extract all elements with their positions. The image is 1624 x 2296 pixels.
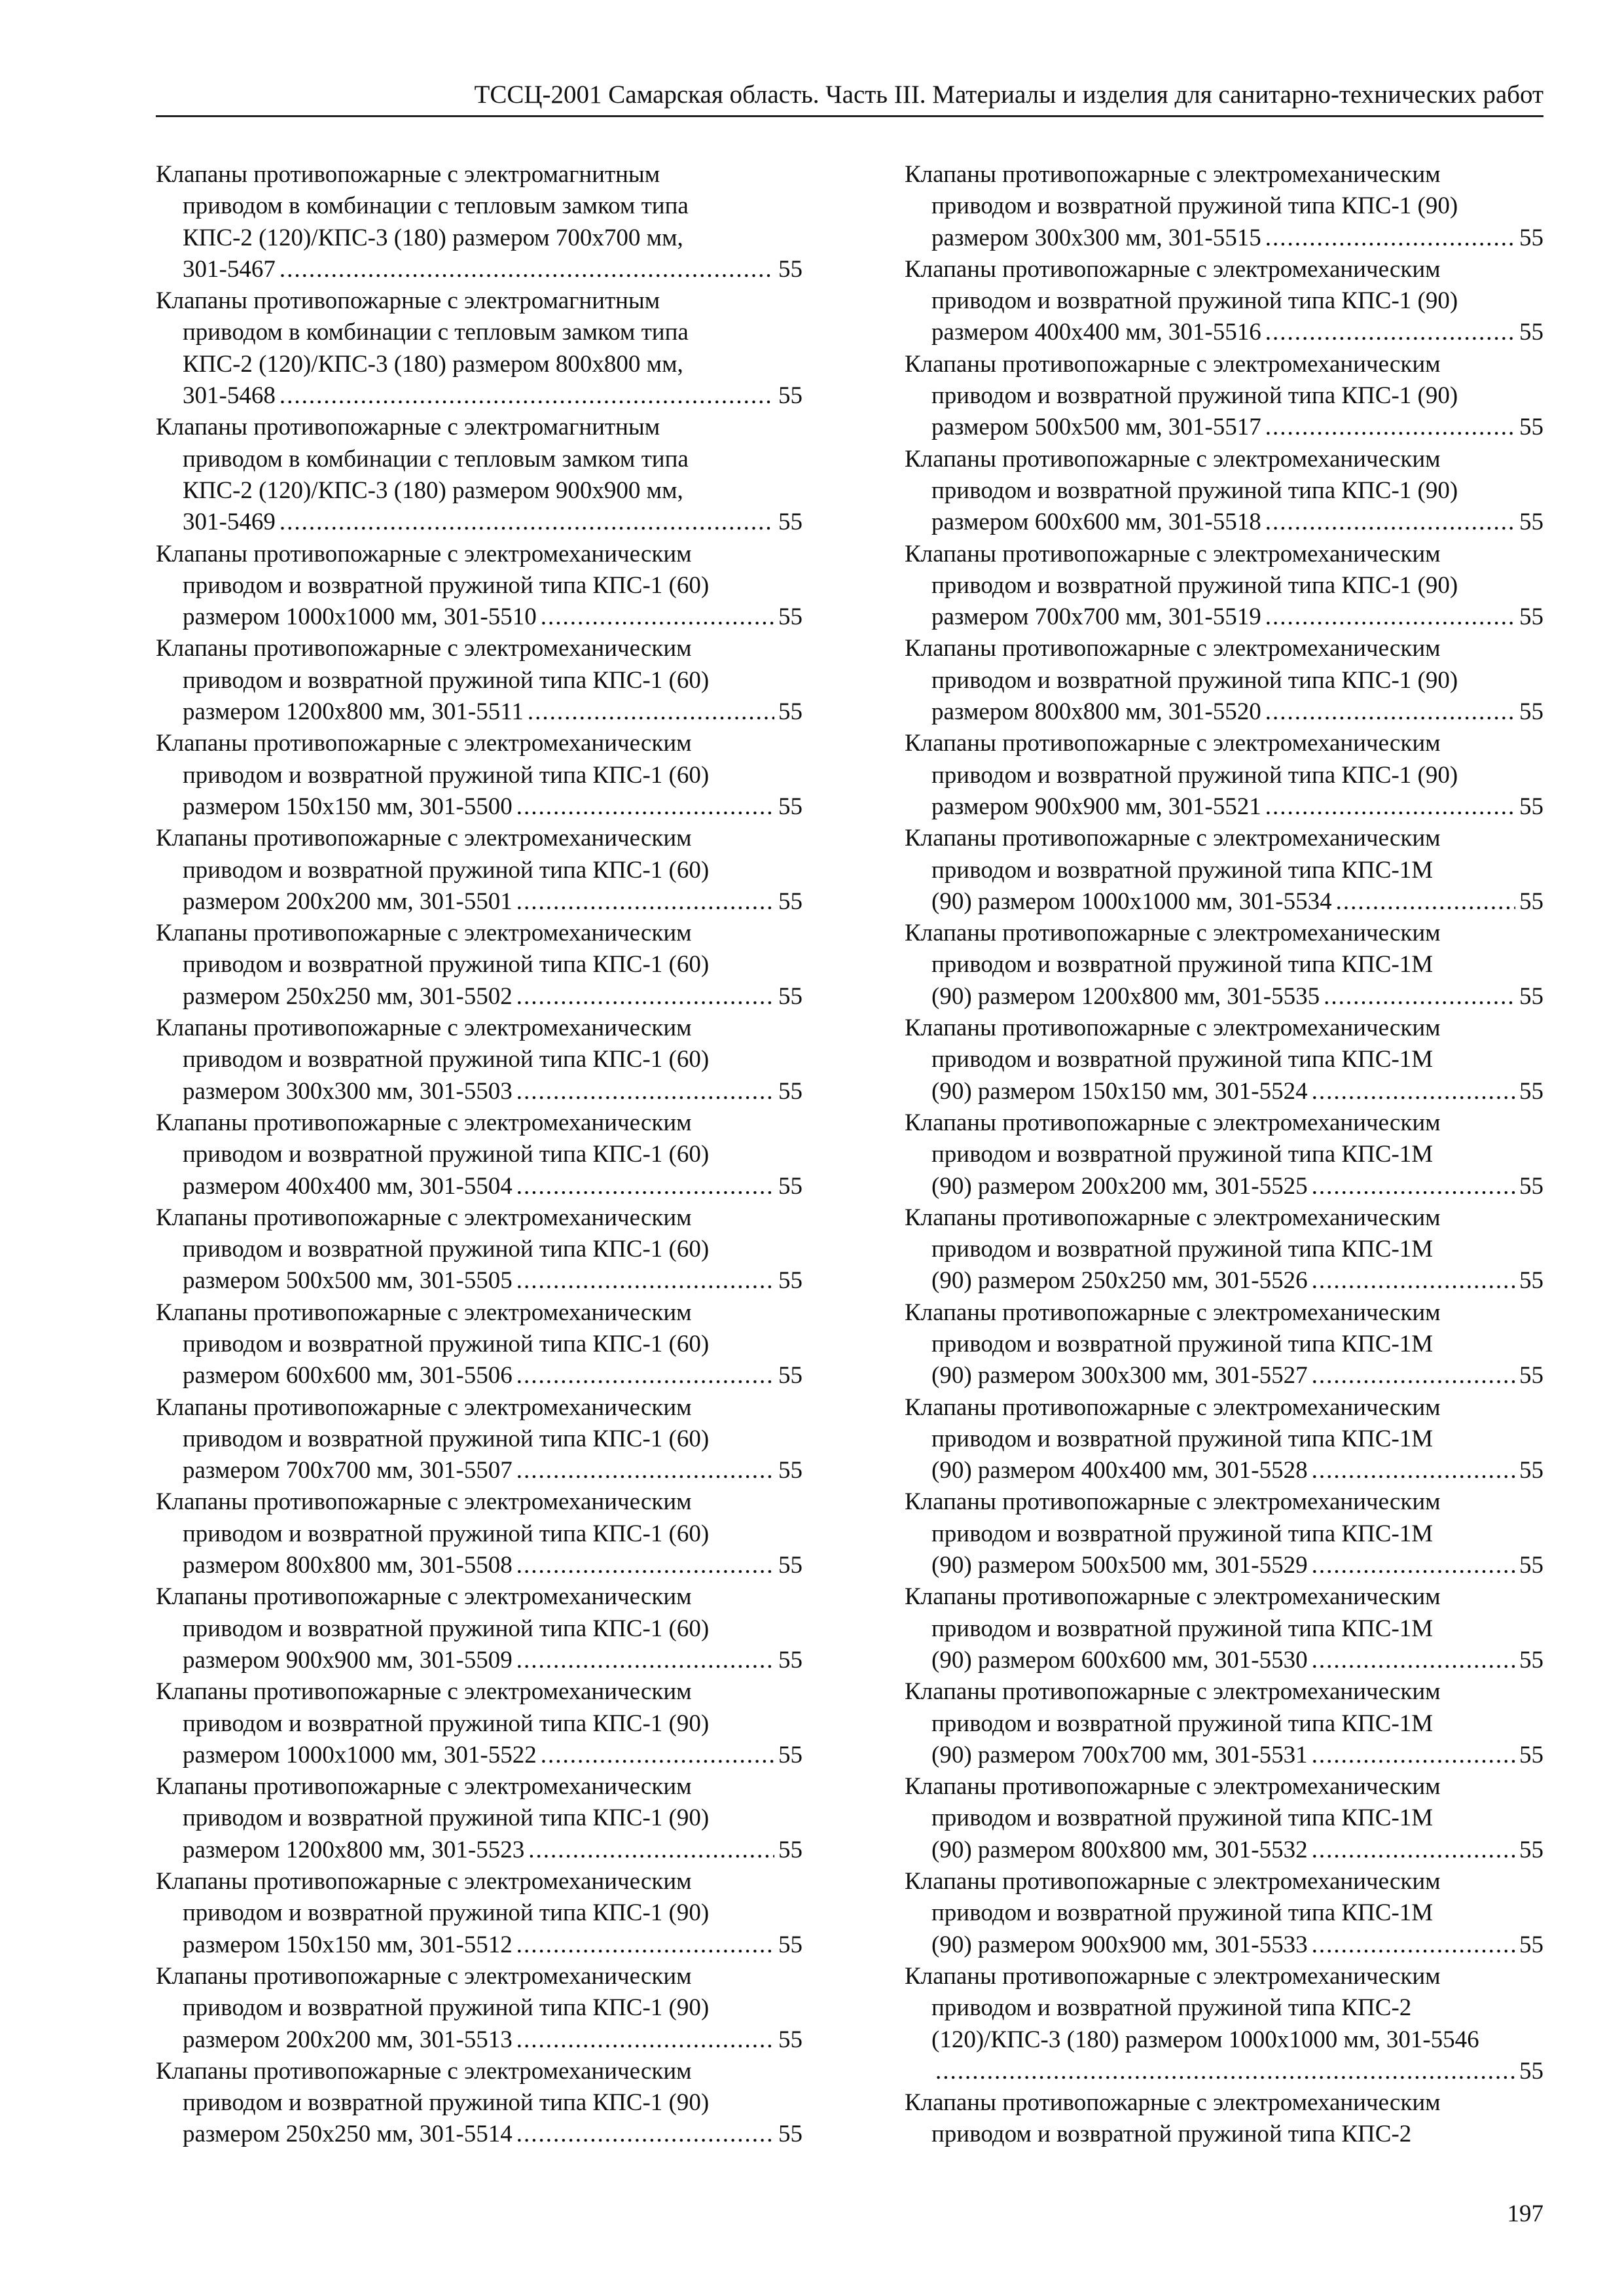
index-entry-page: 55 (1519, 1931, 1543, 1958)
index-entry-text: размером 700х700 мм, 301-5519 (931, 603, 1261, 631)
index-entry-line: Клапаны противопожарные с электромеханическим (156, 1014, 692, 1042)
index-entry-line: приводом и возвратной пружиной типа КПС-1 (60) (183, 856, 710, 884)
index-entry-last-line (905, 317, 1543, 348)
index-entry-line: приводом и возвратной пружиной типа КПС-1 (90) (931, 571, 1458, 599)
dot-leader (541, 1740, 774, 1771)
index-entry-page: 55 (1519, 509, 1543, 536)
index-entry-line: КПС-2 (120)/КПС-3 (180) размером 700х700 мм, (183, 224, 683, 251)
index-entry-last-line (156, 981, 803, 1013)
dot-leader (516, 1645, 774, 1676)
index-entry (905, 1392, 1543, 1487)
dot-leader (1265, 601, 1515, 633)
index-entry-page: 55 (778, 1077, 803, 1105)
index-entry (156, 728, 803, 823)
dot-leader (1265, 791, 1515, 823)
index-entry (156, 159, 803, 285)
index-entry-page: 55 (1519, 698, 1543, 726)
index-entry-line: приводом и возвратной пружиной типа КПС-1 (60) (183, 1520, 710, 1547)
index-entry-page: 55 (778, 1457, 803, 1484)
index-entry-line: Клапаны противопожарные с электромеханическим (156, 1109, 692, 1136)
index-entry-line: Клапаны противопожарные с электромеханическим (156, 1393, 692, 1421)
index-entry (905, 1581, 1543, 1676)
index-entry-line: Клапаны противопожарные с электромеханическим (156, 1868, 692, 1895)
index-entry-text: (90) размером 1000х1000 мм, 301-5534 (931, 888, 1332, 915)
index-entry-last-line (156, 507, 803, 538)
index-entry-last-line (905, 886, 1543, 918)
index-entry (905, 1107, 1543, 1202)
index-entry-text: размером 1200х800 мм, 301-5511 (183, 698, 524, 726)
index-entry-line: приводом и возвратной пружиной типа КПС-1 (90) (183, 1994, 710, 2022)
index-entry (905, 823, 1543, 918)
index-entry-page: 55 (778, 2026, 803, 2053)
index-entry-line: Клапаны противопожарные с электромеханическим (905, 1393, 1441, 1421)
index-entry-page: 55 (1519, 319, 1543, 346)
index-entry-page: 55 (778, 1646, 803, 1674)
index-entry-line: приводом и возвратной пружиной типа КПС-1М (931, 951, 1434, 978)
index-entry-line: (120)/КПС-3 (180) размером 1000х1000 мм, 301-5546 (931, 2026, 1479, 2053)
index-entry-line: приводом и возвратной пружиной типа КПС-1 (90) (183, 1804, 710, 1832)
index-entry-last-line (905, 1360, 1543, 1391)
index-entry-line: приводом и возвратной пружиной типа КПС-1 (60) (183, 1046, 710, 1073)
index-entry (905, 1202, 1543, 1297)
index-entry (905, 444, 1543, 539)
index-entry-line: КПС-2 (120)/КПС-3 (180) размером 800х800 мм, (183, 350, 683, 378)
index-entry-page: 55 (1519, 1836, 1543, 1863)
dot-leader (1265, 412, 1515, 443)
dot-leader (1312, 1076, 1515, 1107)
index-entry-last-line (905, 1455, 1543, 1486)
index-entry-line: Клапаны противопожарные с электромеханическим (905, 1488, 1441, 1516)
index-entry (156, 1771, 803, 1866)
index-entry (156, 1013, 803, 1107)
dot-leader (280, 380, 774, 412)
index-entry-last-line (156, 1265, 803, 1297)
index-entry-line: Клапаны противопожарные с электромеханическим (156, 1204, 692, 1231)
index-entry (905, 918, 1543, 1013)
index-entry-line: приводом и возвратной пружиной типа КПС-1 (90) (931, 287, 1458, 315)
index-entry-last-line (156, 601, 803, 633)
index-entry-line: КПС-2 (120)/КПС-3 (180) размером 900х900 мм, (183, 476, 683, 504)
index-entry-last-line (156, 1740, 803, 1771)
dot-leader (1312, 1550, 1515, 1581)
index-entry-line: приводом и возвратной пружиной типа КПС-1 (90) (931, 382, 1458, 410)
dot-leader (1312, 1740, 1515, 1771)
index-entry (156, 1676, 803, 1771)
index-entry-last-line (905, 1265, 1543, 1297)
dot-leader (516, 1076, 774, 1107)
index-entry-line: приводом и возвратной пружиной типа КПС-1М (931, 1046, 1434, 1073)
index-entry (156, 633, 803, 728)
dot-leader (516, 1360, 774, 1391)
index-entry-line: Клапаны противопожарные с электромеханическим (905, 161, 1441, 188)
index-entry-text: (90) размером 150х150 мм, 301-5524 (931, 1077, 1308, 1105)
index-entry (156, 1486, 803, 1581)
index-entry-last-line (905, 1835, 1543, 1866)
index-entry-line: Клапаны противопожарные с электромеханическим (156, 1583, 692, 1611)
index-entry-line: приводом и возвратной пружиной типа КПС-1М (931, 1804, 1434, 1832)
index-entry-line: приводом в комбинации с тепловым замком типа (183, 445, 689, 473)
index-entry-last-line (905, 2056, 1543, 2087)
index-entry-line: приводом и возвратной пружиной типа КПС-1 (60) (183, 1141, 710, 1168)
index-entry-text: размером 800х800 мм, 301-5520 (931, 698, 1261, 726)
index-entry (156, 539, 803, 634)
dot-leader (516, 1550, 774, 1581)
index-entry-line: Клапаны противопожарные с электромеханическим (905, 540, 1441, 567)
index-entry-line: Клапаны противопожарные с электромеханическим (156, 730, 692, 757)
index-entry-last-line (156, 1929, 803, 1961)
index-entry (905, 1676, 1543, 1771)
index-entry-page: 55 (778, 793, 803, 820)
index-entry-line: приводом и возвратной пружиной типа КПС-1М (931, 1236, 1434, 1263)
index-entry-last-line (905, 696, 1543, 728)
index-entry-line: приводом и возвратной пружиной типа КПС-1 (60) (183, 666, 710, 694)
index-entry-last-line (156, 791, 803, 823)
index-entry-line: Клапаны противопожарные с электромеханическим (905, 2089, 1441, 2117)
index-entry-page: 55 (1519, 414, 1543, 441)
index-entry-line: Клапаны противопожарные с электромеханическим (905, 1678, 1441, 1706)
dot-leader (935, 2056, 1515, 2087)
index-entry-line: приводом и возвратной пружиной типа КПС-1 (60) (183, 1615, 710, 1642)
index-entry-last-line (905, 1929, 1543, 1961)
index-entry (156, 823, 803, 918)
index-entry-line: приводом и возвратной пружиной типа КПС-1М (931, 1330, 1434, 1357)
index-entry-text: 301-5469 (183, 509, 276, 536)
index-entry-line: Клапаны противопожарные с электромеханическим (156, 2057, 692, 2085)
index-entry-page: 55 (1519, 2057, 1543, 2085)
index-entry-page: 55 (778, 255, 803, 283)
dot-leader (528, 1835, 774, 1866)
index-entry-line: Клапаны противопожарные с электромеханическим (156, 1299, 692, 1326)
index-entry-text: (90) размером 400х400 мм, 301-5528 (931, 1457, 1308, 1484)
index-entry-last-line (156, 696, 803, 728)
index-entry (156, 2056, 803, 2151)
index-entry-line: Клапаны противопожарные с электромеханическим (905, 920, 1441, 947)
index-entry-page: 55 (778, 1552, 803, 1579)
index-entry-page: 55 (778, 1836, 803, 1863)
index-entry-page: 55 (1519, 1741, 1543, 1768)
index-entry-text: (90) размером 500х500 мм, 301-5529 (931, 1552, 1308, 1579)
index-entry (156, 1392, 803, 1487)
index-entry-text: (90) размером 700х700 мм, 301-5531 (931, 1741, 1308, 1768)
index-entry (156, 412, 803, 538)
index-entry-page: 55 (778, 1362, 803, 1390)
index-entry-line: приводом и возвратной пружиной типа КПС-1 (60) (183, 951, 710, 978)
index-entry-page: 55 (778, 698, 803, 726)
dot-leader (1312, 1455, 1515, 1486)
index-entry (905, 1771, 1543, 1866)
index-entry-line: приводом и возвратной пружиной типа КПС-1 (90) (931, 761, 1458, 789)
index-entry-last-line (905, 601, 1543, 633)
dot-leader (528, 696, 774, 728)
index-entry-line: Клапаны противопожарные с электромеханическим (156, 920, 692, 947)
index-entry-page: 55 (1519, 1646, 1543, 1674)
index-entry-last-line (905, 1171, 1543, 1202)
index-entry-last-line (905, 1645, 1543, 1676)
index-entry-text: размером 300х300 мм, 301-5503 (183, 1077, 513, 1105)
index-entry-last-line (905, 507, 1543, 538)
index-entry (156, 1581, 803, 1676)
index-entry-page: 55 (778, 982, 803, 1010)
index-entry-text: (90) размером 600х600 мм, 301-5530 (931, 1646, 1308, 1674)
index-column-left (156, 159, 803, 2151)
index-entry-text: размером 150х150 мм, 301-5500 (183, 793, 513, 820)
index-entry-text: размером 400х400 мм, 301-5516 (931, 319, 1261, 346)
index-entry-line: Клапаны противопожарные с электромеханическим (905, 445, 1441, 473)
index-entry (905, 1486, 1543, 1581)
index-entry-last-line (156, 1455, 803, 1486)
index-entry-line: приводом и возвратной пружиной типа КПС-2 (931, 1994, 1412, 2022)
dot-leader (516, 791, 774, 823)
index-entry-text: размером 700х700 мм, 301-5507 (183, 1457, 513, 1484)
dot-leader (1265, 317, 1515, 348)
index-entry-line: приводом и возвратной пружиной типа КПС-1М (931, 1520, 1434, 1547)
index-entry-line: Клапаны противопожарные с электромеханическим (156, 1773, 692, 1801)
index-entry-line: Клапаны противопожарные с электромеханическим (905, 730, 1441, 757)
index-entry-line: Клапаны противопожарные с электромеханическим (156, 1678, 692, 1706)
page-number: 197 (1507, 2200, 1543, 2227)
index-entry-text: размером 1000х1000 мм, 301-5522 (183, 1741, 537, 1768)
index-entry-page: 55 (778, 888, 803, 915)
index-entry-line: Клапаны противопожарные с электромеханическим (905, 1299, 1441, 1326)
dot-leader (516, 2119, 774, 2150)
index-entry-text: 301-5467 (183, 255, 276, 283)
index-entry-page: 55 (1519, 1362, 1543, 1390)
dot-leader (1336, 886, 1515, 918)
index-column-right (905, 159, 1543, 2151)
index-entry-text: размером 150х150 мм, 301-5512 (183, 1931, 513, 1958)
index-entry-line: приводом и возвратной пружиной типа КПС-1 (60) (183, 1425, 710, 1452)
index-entry (905, 539, 1543, 634)
dot-leader (1324, 981, 1515, 1013)
index-entry-line: приводом и возвратной пружиной типа КПС-1М (931, 1899, 1434, 1927)
index-entry-text: 301-5468 (183, 382, 276, 410)
index-entry-page: 55 (1519, 1267, 1543, 1295)
index-entry-text: размером 600х600 мм, 301-5506 (183, 1362, 513, 1390)
index-entry-page: 55 (1519, 888, 1543, 915)
index-entry-last-line (156, 1076, 803, 1107)
dot-leader (541, 601, 774, 633)
dot-leader (280, 254, 774, 285)
dot-leader (1265, 696, 1515, 728)
index-entry-page: 55 (778, 603, 803, 631)
index-entry-text: размером 250х250 мм, 301-5514 (183, 2121, 513, 2148)
index-entry-line: приводом и возвратной пружиной типа КПС-1 (90) (183, 2089, 710, 2117)
dot-leader (1265, 507, 1515, 538)
index-entry-text: размером 400х400 мм, 301-5504 (183, 1172, 513, 1200)
index-entry-line: приводом и возвратной пружиной типа КПС-1М (931, 856, 1434, 884)
index-entry (905, 254, 1543, 349)
dot-leader (1312, 1265, 1515, 1297)
dot-leader (516, 1171, 774, 1202)
index-entry (905, 159, 1543, 254)
index-entry-page: 55 (778, 1267, 803, 1295)
running-header-title: ТССЦ-2001 Самарская область. Часть III. Материалы и изделия для санитарно-технических работ (474, 81, 1543, 109)
index-entry-line: Клапаны противопожарные с электромеханическим (156, 635, 692, 662)
index-entry-line: Клапаны противопожарные с электромеханическим (905, 1109, 1441, 1136)
index-entry-line: Клапаны противопожарные с электромеханическим (156, 540, 692, 567)
index-entry (156, 285, 803, 412)
index-entry-last-line (156, 886, 803, 918)
index-entry (905, 349, 1543, 444)
index-entry (905, 2087, 1543, 2151)
index-entry-line: Клапаны противопожарные с электромагнитным (156, 287, 660, 315)
dot-leader (516, 1265, 774, 1297)
index-entry-page: 55 (1519, 1077, 1543, 1105)
index-entry-line: Клапаны противопожарные с электромеханическим (905, 1204, 1441, 1231)
index-entry (905, 1013, 1543, 1107)
index-entry (156, 1297, 803, 1392)
dot-leader (1265, 223, 1515, 254)
index-entry-line: приводом и возвратной пружиной типа КПС-1 (60) (183, 1236, 710, 1263)
index-entry-text: размером 600х600 мм, 301-5518 (931, 509, 1261, 536)
index-entry-line: Клапаны противопожарные с электромеханическим (905, 1583, 1441, 1611)
dot-leader (1312, 1835, 1515, 1866)
index-entry-page: 55 (1519, 603, 1543, 631)
dot-leader (280, 507, 774, 538)
index-entry-line: Клапаны противопожарные с электромагнитным (156, 161, 660, 188)
index-entry (156, 918, 803, 1013)
index-entry-line: приводом и возвратной пружиной типа КПС-1 (90) (931, 666, 1458, 694)
running-header (156, 79, 1543, 117)
index-entry-line: приводом в комбинации с тепловым замком типа (183, 319, 689, 346)
index-entry-text: размером 500х500 мм, 301-5505 (183, 1267, 513, 1295)
index-entry-line: Клапаны противопожарные с электромагнитным (156, 414, 660, 441)
index-entry-text: размером 1200х800 мм, 301-5523 (183, 1836, 525, 1863)
index-entry-text: (90) размером 200х200 мм, 301-5525 (931, 1172, 1308, 1200)
index-entry-line: приводом и возвратной пружиной типа КПС-1 (60) (183, 761, 710, 789)
index-entry-page: 55 (1519, 1172, 1543, 1200)
index-entry (905, 1961, 1543, 2087)
dot-leader (516, 981, 774, 1013)
index-entry-text: (90) размером 250х250 мм, 301-5526 (931, 1267, 1308, 1295)
dot-leader (1312, 1929, 1515, 1961)
index-entry-page: 55 (778, 1172, 803, 1200)
index-entry-line: Клапаны противопожарные с электромеханическим (905, 635, 1441, 662)
index-entry-page: 55 (1519, 224, 1543, 251)
index-entry-page: 55 (1519, 793, 1543, 820)
index-entry-page: 55 (778, 2121, 803, 2148)
index-entry-line: Клапаны противопожарные с электромеханическим (905, 1773, 1441, 1801)
index-entry-line: приводом и возвратной пружиной типа КПС-2 (931, 2121, 1412, 2148)
index-entry-last-line (156, 1835, 803, 1866)
index-entry-line: Клапаны противопожарные с электромеханическим (156, 825, 692, 852)
index-entry-page: 55 (778, 1741, 803, 1768)
index-entry (156, 1961, 803, 2056)
index-entry-text: (90) размером 300х300 мм, 301-5527 (931, 1362, 1308, 1390)
index-entry (905, 1866, 1543, 1961)
index-entry-line: Клапаны противопожарные с электромеханическим (905, 1014, 1441, 1042)
index-entry-line: Клапаны противопожарные с электромеханическим (905, 350, 1441, 378)
index-entry (156, 1866, 803, 1961)
index-entry-line: приводом в комбинации с тепловым замком типа (183, 192, 689, 220)
index-entry-line: приводом и возвратной пружиной типа КПС-1М (931, 1615, 1434, 1642)
index-entry-last-line (156, 1645, 803, 1676)
index-entry (156, 1107, 803, 1202)
index-entry-page: 55 (778, 509, 803, 536)
index-entry-text: размером 300х300 мм, 301-5515 (931, 224, 1261, 251)
index-entry-text: (90) размером 1200х800 мм, 301-5535 (931, 982, 1320, 1010)
index-entry-line: Клапаны противопожарные с электромеханическим (156, 1962, 692, 1990)
index-entry-text: размером 800х800 мм, 301-5508 (183, 1552, 513, 1579)
index-entry-last-line (905, 1550, 1543, 1581)
index-entry-page: 55 (1519, 1552, 1543, 1579)
index-entry-text: размером 900х900 мм, 301-5521 (931, 793, 1261, 820)
dot-leader (1312, 1360, 1515, 1391)
dot-leader (1312, 1645, 1515, 1676)
index-entry-last-line (905, 1076, 1543, 1107)
dot-leader (516, 886, 774, 918)
dot-leader (516, 1929, 774, 1961)
index-entry-last-line (905, 791, 1543, 823)
index-entry (156, 1202, 803, 1297)
index-entry-page: 55 (1519, 982, 1543, 1010)
dot-leader (1312, 1171, 1515, 1202)
index-entry-line: приводом и возвратной пружиной типа КПС-1 (90) (183, 1899, 710, 1927)
index-entry-text: (90) размером 800х800 мм, 301-5532 (931, 1836, 1308, 1863)
index-entry-line: приводом и возвратной пружиной типа КПС-1 (90) (931, 476, 1458, 504)
index-entry-last-line (905, 1740, 1543, 1771)
index-entry-page: 55 (778, 1931, 803, 1958)
index-entry-line: приводом и возвратной пружиной типа КПС-1 (90) (183, 1710, 710, 1737)
index-entry-text: (90) размером 900х900 мм, 301-5533 (931, 1931, 1308, 1958)
index-entry-text: размером 200х200 мм, 301-5501 (183, 888, 513, 915)
index-entry-last-line (156, 1171, 803, 1202)
index-entry-page: 55 (778, 382, 803, 410)
index-entry-text: размером 1000х1000 мм, 301-5510 (183, 603, 537, 631)
index-entry-line: приводом и возвратной пружиной типа КПС-1М (931, 1710, 1434, 1737)
index-entry-last-line (156, 1550, 803, 1581)
index-entry-line: приводом и возвратной пружиной типа КПС-1М (931, 1425, 1434, 1452)
index-entry-line: приводом и возвратной пружиной типа КПС-1М (931, 1141, 1434, 1168)
dot-leader (516, 2024, 774, 2056)
index-entry-line: Клапаны противопожарные с электромеханическим (156, 1488, 692, 1516)
index-entry-line: Клапаны противопожарные с электромеханическим (905, 1962, 1441, 1990)
index-entry-last-line (156, 254, 803, 285)
index-entry-text: размером 500х500 мм, 301-5517 (931, 414, 1261, 441)
index-entry-text: размером 200х200 мм, 301-5513 (183, 2026, 513, 2053)
index-entry (905, 728, 1543, 823)
index-entry-text: размером 900х900 мм, 301-5509 (183, 1646, 513, 1674)
index-entry-line: Клапаны противопожарные с электромеханическим (905, 1868, 1441, 1895)
index-entry-last-line (905, 412, 1543, 443)
index-entry-line: Клапаны противопожарные с электромеханическим (905, 825, 1441, 852)
index-entry-line: приводом и возвратной пружиной типа КПС-1 (90) (931, 192, 1458, 220)
index-entry-last-line (156, 2024, 803, 2056)
index-entry-last-line (156, 380, 803, 412)
index-entry-page: 55 (1519, 1457, 1543, 1484)
index-entry-text: размером 250х250 мм, 301-5502 (183, 982, 513, 1010)
index-entry-line: приводом и возвратной пружиной типа КПС-1 (60) (183, 571, 710, 599)
index-entry-last-line (156, 1360, 803, 1391)
dot-leader (516, 1455, 774, 1486)
index-entry-last-line (905, 223, 1543, 254)
index-entry (905, 633, 1543, 728)
index-entry (905, 1297, 1543, 1392)
index-entry-last-line (905, 981, 1543, 1013)
index-entry-line: приводом и возвратной пружиной типа КПС-1 (60) (183, 1330, 710, 1357)
index-entry-last-line (156, 2119, 803, 2150)
index-entry-line: Клапаны противопожарные с электромеханическим (905, 255, 1441, 283)
